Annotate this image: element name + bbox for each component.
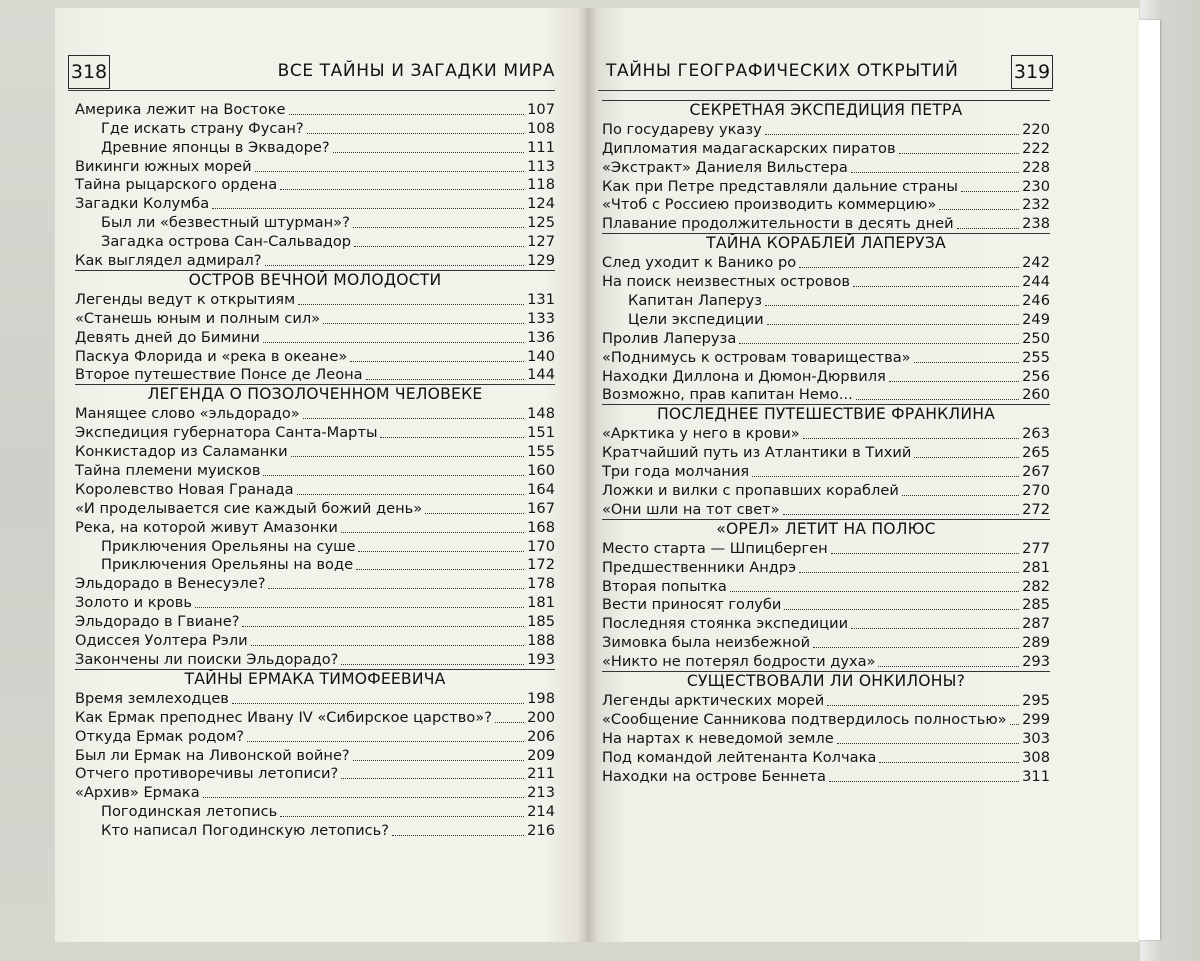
toc-entry-title: Капитан Лаперуз	[628, 292, 763, 310]
toc-entry	[75, 765, 555, 784]
toc-entry-title: Находки на острове Беннета	[602, 767, 826, 785]
dot-leader	[889, 381, 1019, 382]
dot-leader	[358, 551, 524, 552]
toc-entry	[75, 650, 555, 669]
toc-entry-page: 299	[1022, 710, 1050, 728]
toc-entry	[75, 290, 555, 309]
dot-leader	[341, 664, 524, 665]
toc-entry	[602, 158, 1050, 177]
toc-entry-title: По государеву указу	[602, 120, 762, 138]
toc-entry-title: Вторая попытка	[602, 577, 727, 595]
toc-entry-title: «Арктика у него в крови»	[602, 425, 800, 443]
dot-leader	[902, 495, 1019, 496]
toc-entry	[602, 196, 1050, 215]
toc-entry	[75, 213, 555, 232]
toc-entry	[75, 593, 555, 612]
toc-entry-title: Приключения Орельяны на суше	[101, 537, 356, 555]
toc-entry-page: 125	[527, 214, 555, 232]
dot-leader	[784, 609, 1019, 610]
toc-entry-title: Загадки Колумба	[75, 195, 210, 213]
right-running-head	[598, 55, 1053, 91]
dot-leader	[425, 513, 524, 514]
toc-entry-page: 238	[1022, 215, 1050, 233]
toc-entry	[602, 577, 1050, 596]
dot-leader	[879, 762, 1019, 763]
toc-entry-page: 140	[527, 347, 555, 365]
toc-entry	[75, 821, 555, 840]
page-block-edge	[1138, 20, 1160, 940]
toc-entry	[602, 310, 1050, 329]
toc-entry-page: 206	[527, 727, 555, 745]
right-contents-list	[602, 100, 1050, 786]
toc-entry-title: Викинги южных морей	[75, 157, 252, 175]
toc-section-heading: ТАЙНА КОРАБЛЕЙ ЛАПЕРУЗА	[602, 233, 1050, 253]
toc-entry	[602, 596, 1050, 615]
toc-entry	[75, 442, 555, 461]
dot-leader	[303, 418, 524, 419]
dot-leader	[767, 324, 1020, 325]
toc-entry-page: 151	[527, 424, 555, 442]
toc-entry	[75, 574, 555, 593]
toc-entry-title: «Экстракт» Даниеля Вильстера	[602, 158, 848, 176]
toc-entry	[75, 518, 555, 537]
toc-entry	[75, 309, 555, 328]
toc-entry-title: Древние японцы в Эквадоре?	[101, 138, 330, 156]
toc-entry-title: Последняя стоянка экспедиции	[602, 615, 849, 633]
toc-entry-title: Загадка острова Сан-Сальвадор	[101, 233, 352, 251]
toc-entry	[602, 291, 1050, 310]
toc-entry	[75, 404, 555, 423]
toc-entry-page: 272	[1022, 500, 1050, 518]
toc-entry-title: Место старта — Шпицберген	[602, 539, 828, 557]
toc-entry-page: 246	[1022, 292, 1050, 310]
toc-entry-page: 230	[1022, 177, 1050, 195]
toc-entry-title: Америка лежит на Востоке	[75, 100, 286, 118]
dot-leader	[247, 741, 524, 742]
dot-leader	[853, 286, 1019, 287]
toc-entry	[75, 802, 555, 821]
toc-entry-title: Возможно, прав капитан Немо...	[602, 386, 853, 404]
toc-entry-title: Экспедиция губернатора Санта-Марты	[75, 424, 378, 442]
toc-entry-page: 311	[1022, 767, 1050, 785]
toc-entry	[75, 631, 555, 650]
toc-entry-page: 216	[527, 822, 555, 840]
dot-leader	[203, 797, 524, 798]
toc-entry-title: Дипломатия мадагаскарских пиратов	[602, 139, 896, 157]
toc-entry-title: Легенды ведут к открытиям	[75, 290, 296, 308]
toc-entry-title: Девять дней до Бимини	[75, 328, 260, 346]
toc-entry-page: 220	[1022, 120, 1050, 138]
toc-entry-page: 136	[527, 328, 555, 346]
toc-entry	[75, 194, 555, 213]
dot-leader	[783, 514, 1020, 515]
toc-entry-page: 242	[1022, 254, 1050, 272]
dot-leader	[495, 722, 524, 723]
toc-entry-title: Предшественники Андрэ	[602, 558, 797, 576]
toc-entry-page: 270	[1022, 482, 1050, 500]
dot-leader	[353, 760, 524, 761]
toc-entry-page: 124	[527, 195, 555, 213]
dot-leader	[251, 645, 525, 646]
toc-entry	[602, 633, 1050, 652]
toc-entry-title: Отчего противоречивы летописи?	[75, 765, 339, 783]
toc-entry-page: 170	[527, 537, 555, 555]
dot-leader	[212, 208, 524, 209]
toc-entry	[75, 100, 555, 119]
toc-entry	[602, 367, 1050, 386]
toc-entry-page: 232	[1022, 196, 1050, 214]
toc-entry-title: Цели экспедиции	[628, 310, 764, 328]
toc-entry-page: 244	[1022, 273, 1050, 291]
toc-section-heading: ПОСЛЕДНЕЕ ПУТЕШЕСТВИЕ ФРАНКЛИНА	[602, 404, 1050, 424]
toc-entry-title: Находки Диллона и Дюмон-Дюрвиля	[602, 367, 886, 385]
toc-entry-page: 155	[527, 443, 555, 461]
toc-entry	[602, 348, 1050, 367]
toc-entry-page: 129	[527, 252, 555, 270]
toc-entry-title: Второе путешествие Понсе де Леона	[75, 366, 363, 384]
toc-entry	[602, 558, 1050, 577]
toc-entry-title: Золото и кровь	[75, 594, 192, 612]
toc-entry-title: Откуда Ермак родом?	[75, 727, 244, 745]
dot-leader	[297, 494, 525, 495]
dot-leader	[799, 267, 1019, 268]
toc-entry-title: «Сообщение Санникова подтвердилось полностью»	[602, 710, 1007, 728]
toc-entry-title: Как выглядел адмирал?	[75, 252, 262, 270]
toc-section-heading: СУЩЕСТВОВАЛИ ЛИ ОНКИЛОНЫ?	[602, 671, 1050, 691]
toc-entry-page: 200	[527, 708, 555, 726]
toc-entry-title: Тайна рыцарского ордена	[75, 176, 278, 194]
toc-entry-page: 260	[1022, 386, 1050, 404]
toc-entry-title: Под командой лейтенанта Колчака	[602, 748, 877, 766]
dot-leader	[232, 703, 524, 704]
toc-entry-page: 164	[527, 480, 555, 498]
toc-entry-page: 282	[1022, 577, 1050, 595]
toc-entry-page: 250	[1022, 329, 1050, 347]
dot-leader	[366, 379, 525, 380]
toc-entry-title: След уходит к Ванико ро	[602, 254, 797, 272]
dot-leader	[914, 457, 1019, 458]
dot-leader	[1010, 724, 1020, 725]
toc-entry	[602, 329, 1050, 348]
toc-entry-title: «Они шли на тот свет»	[602, 500, 780, 518]
toc-entry	[602, 767, 1050, 786]
toc-entry-page: 214	[527, 803, 555, 821]
dot-leader	[307, 133, 525, 134]
toc-entry-title: «Станешь юным и полным сил»	[75, 309, 321, 327]
toc-entry-page: 293	[1022, 653, 1050, 671]
toc-entry-page: 256	[1022, 367, 1050, 385]
toc-entry-title: Зимовка была неизбежной	[602, 634, 811, 652]
toc-entry-title: Закончены ли поиски Эльдорадо?	[75, 650, 339, 668]
toc-entry-title: Плавание продолжительности в десять дней	[602, 215, 954, 233]
dot-leader	[380, 437, 524, 438]
dot-leader	[803, 438, 1019, 439]
toc-entry-title: Эльдорадо в Венесуэле?	[75, 575, 266, 593]
toc-entry-page: 113	[527, 157, 555, 175]
toc-entry-title: Как Ермак преподнес Ивану IV «Сибирское царство»?	[75, 708, 492, 726]
toc-entry-page: 178	[527, 575, 555, 593]
toc-entry-title: Одиссея Уолтера Рэли	[75, 632, 248, 650]
toc-entry-title: Был ли «безвестный штурман»?	[101, 214, 350, 232]
toc-entry-title: Приключения Орельяны на воде	[101, 556, 354, 574]
toc-entry-page: 277	[1022, 539, 1050, 557]
toc-entry-page: 108	[527, 119, 555, 137]
toc-entry-page: 167	[527, 499, 555, 517]
right-running-title: ТАЙНЫ ГЕОГРАФИЧЕСКИХ ОТКРЫТИЙ	[606, 61, 959, 81]
toc-entry-title: Конкистадор из Саламанки	[75, 443, 288, 461]
dot-leader	[333, 152, 525, 153]
toc-entry	[602, 729, 1050, 748]
toc-entry-page: 107	[527, 100, 555, 118]
toc-entry-page: 160	[527, 462, 555, 480]
toc-entry	[75, 119, 555, 138]
toc-entry-page: 111	[527, 138, 555, 156]
toc-entry	[75, 537, 555, 556]
toc-entry-title: Как при Петре представляли дальние страны	[602, 177, 958, 195]
toc-entry	[75, 328, 555, 347]
toc-entry	[75, 157, 555, 176]
dot-leader	[291, 456, 525, 457]
toc-entry	[75, 176, 555, 195]
toc-entry-page: 127	[527, 233, 555, 251]
dot-leader	[730, 591, 1019, 592]
toc-entry-title: Три года молчания	[602, 463, 750, 481]
toc-entry-page: 267	[1022, 463, 1050, 481]
left-page-number: 318	[68, 55, 110, 89]
toc-entry-title: Время землеходцев	[75, 689, 229, 707]
dot-leader	[829, 781, 1019, 782]
toc-entry	[75, 138, 555, 157]
toc-entry	[602, 253, 1050, 272]
toc-entry	[602, 272, 1050, 291]
toc-entry-page: 303	[1022, 729, 1050, 747]
toc-entry	[75, 251, 555, 270]
dot-leader	[195, 607, 524, 608]
toc-entry-title: Пролив Лаперуза	[602, 329, 737, 347]
toc-entry	[75, 556, 555, 575]
toc-entry-page: 168	[527, 518, 555, 536]
dot-leader	[242, 626, 524, 627]
toc-entry-title: Манящее слово «эльдорадо»	[75, 405, 300, 423]
toc-entry-page: 263	[1022, 425, 1050, 443]
toc-entry-title: «И проделывается сие каждый божий день»	[75, 499, 423, 517]
toc-entry	[602, 386, 1050, 405]
toc-entry	[75, 347, 555, 366]
dot-leader	[827, 705, 1019, 706]
toc-entry-page: 287	[1022, 615, 1050, 633]
toc-entry-title: Река, на которой живут Амазонки	[75, 518, 338, 536]
toc-entry-page: 265	[1022, 444, 1050, 462]
dot-leader	[356, 569, 524, 570]
toc-entry	[602, 691, 1050, 710]
toc-entry-title: Ложки и вилки с пропавших кораблей	[602, 482, 899, 500]
dot-leader	[739, 343, 1019, 344]
dot-leader	[851, 172, 1019, 173]
toc-entry	[602, 177, 1050, 196]
toc-entry-title: Кто написал Погодинскую летопись?	[101, 822, 390, 840]
toc-entry-page: 289	[1022, 634, 1050, 652]
toc-entry	[75, 366, 555, 385]
left-contents-list	[75, 100, 555, 840]
dot-leader	[350, 361, 524, 362]
toc-entry	[75, 461, 555, 480]
toc-entry	[75, 727, 555, 746]
dot-leader	[263, 342, 524, 343]
toc-entry	[602, 424, 1050, 443]
toc-entry-page: 228	[1022, 158, 1050, 176]
left-running-head	[68, 55, 555, 91]
toc-entry-title: Тайна племени муисков	[75, 462, 261, 480]
left-running-title: ВСЕ ТАЙНЫ И ЗАГАДКИ МИРА	[277, 61, 555, 81]
toc-entry-title: Погодинская летопись	[101, 803, 278, 821]
toc-entry-page: 255	[1022, 348, 1050, 366]
dot-leader	[280, 189, 524, 190]
toc-entry-title: Был ли Ермак на Ливонской войне?	[75, 746, 350, 764]
dot-leader	[323, 323, 524, 324]
dot-leader	[765, 305, 1019, 306]
dot-leader	[961, 191, 1019, 192]
toc-entry	[75, 423, 555, 442]
dot-leader	[799, 572, 1019, 573]
toc-entry-title: На поиск неизвестных островов	[602, 273, 850, 291]
dot-leader	[280, 816, 524, 817]
toc-entry	[602, 710, 1050, 729]
toc-entry-page: 249	[1022, 310, 1050, 328]
dot-leader	[856, 399, 1019, 400]
toc-entry	[75, 746, 555, 765]
toc-entry-title: На нартах к неведомой земле	[602, 729, 834, 747]
dot-leader	[289, 114, 525, 115]
toc-entry-page: 222	[1022, 139, 1050, 157]
toc-section-heading: ЛЕГЕНДА О ПОЗОЛОЧЕННОМ ЧЕЛОВЕКЕ	[75, 384, 555, 404]
toc-entry-title: Королевство Новая Гранада	[75, 480, 294, 498]
toc-entry	[75, 708, 555, 727]
toc-entry-title: «Чтоб с Россиею производить коммерцию»	[602, 196, 937, 214]
toc-section-heading: ОСТРОВ ВЕЧНОЙ МОЛОДОСТИ	[75, 270, 555, 290]
toc-entry	[75, 783, 555, 802]
toc-entry	[602, 443, 1050, 462]
toc-entry-page: 172	[527, 556, 555, 574]
dot-leader	[813, 647, 1019, 648]
toc-entry-page: 281	[1022, 558, 1050, 576]
toc-entry-page: 209	[527, 746, 555, 764]
toc-entry-title: «Архив» Ермака	[75, 784, 200, 802]
dot-leader	[392, 835, 524, 836]
toc-entry	[602, 139, 1050, 158]
dot-leader	[914, 362, 1020, 363]
toc-entry-title: «Поднимусь к островам товарищества»	[602, 348, 911, 366]
toc-entry	[602, 614, 1050, 633]
dot-leader	[354, 246, 524, 247]
toc-entry-page: 198	[527, 689, 555, 707]
right-page-number: 319	[1011, 55, 1053, 89]
toc-entry-page: 148	[527, 405, 555, 423]
toc-entry-page: 118	[527, 176, 555, 194]
dot-leader	[341, 532, 524, 533]
toc-entry-title: «Никто не потерял бодрости духа»	[602, 653, 876, 671]
dot-leader	[837, 743, 1019, 744]
toc-entry-page: 144	[527, 366, 555, 384]
toc-entry	[602, 462, 1050, 481]
toc-entry	[602, 481, 1050, 500]
dot-leader	[263, 475, 524, 476]
toc-entry-page: 188	[527, 632, 555, 650]
dot-leader	[939, 209, 1019, 210]
dot-leader	[353, 227, 524, 228]
dot-leader	[341, 778, 524, 779]
toc-entry	[75, 689, 555, 708]
toc-entry	[602, 652, 1050, 671]
toc-entry-title: Паскуа Флорида и «река в океане»	[75, 347, 348, 365]
toc-section-heading: «ОРЕЛ» ЛЕТИТ НА ПОЛЮС	[602, 519, 1050, 539]
toc-entry-page: 131	[527, 290, 555, 308]
toc-entry-page: 193	[527, 650, 555, 668]
toc-entry-title: Легенды арктических морей	[602, 692, 825, 710]
toc-entry-title: Вести приносят голуби	[602, 596, 782, 614]
toc-entry	[75, 499, 555, 518]
toc-entry	[75, 232, 555, 251]
toc-entry	[602, 748, 1050, 767]
dot-leader	[268, 588, 524, 589]
toc-entry-title: Эльдорадо в Гвиане?	[75, 613, 240, 631]
toc-entry-page: 308	[1022, 748, 1050, 766]
toc-entry-page: 133	[527, 309, 555, 327]
toc-entry-page: 285	[1022, 596, 1050, 614]
toc-entry	[602, 214, 1050, 233]
toc-entry-page: 213	[527, 784, 555, 802]
toc-entry-title: Кратчайший путь из Атлантики в Тихий	[602, 444, 912, 462]
toc-entry-page: 295	[1022, 692, 1050, 710]
toc-entry	[602, 500, 1050, 519]
dot-leader	[878, 666, 1019, 667]
dot-leader	[957, 228, 1020, 229]
dot-leader	[255, 171, 525, 172]
toc-entry	[602, 120, 1050, 139]
toc-section-heading: СЕКРЕТНАЯ ЭКСПЕДИЦИЯ ПЕТРА	[602, 100, 1050, 120]
toc-entry-page: 181	[527, 594, 555, 612]
dot-leader	[851, 628, 1019, 629]
toc-entry	[602, 539, 1050, 558]
toc-entry-page: 211	[527, 765, 555, 783]
toc-entry	[75, 480, 555, 499]
toc-entry-title: Где искать страну Фусан?	[101, 119, 304, 137]
dot-leader	[765, 134, 1019, 135]
dot-leader	[752, 476, 1019, 477]
dot-leader	[265, 265, 525, 266]
toc-entry	[75, 612, 555, 631]
dot-leader	[831, 553, 1019, 554]
toc-entry-page: 185	[527, 613, 555, 631]
toc-section-heading: ТАЙНЫ ЕРМАКА ТИМОФЕЕВИЧА	[75, 669, 555, 689]
dot-leader	[899, 153, 1020, 154]
book-gutter	[578, 8, 598, 942]
dot-leader	[298, 304, 524, 305]
